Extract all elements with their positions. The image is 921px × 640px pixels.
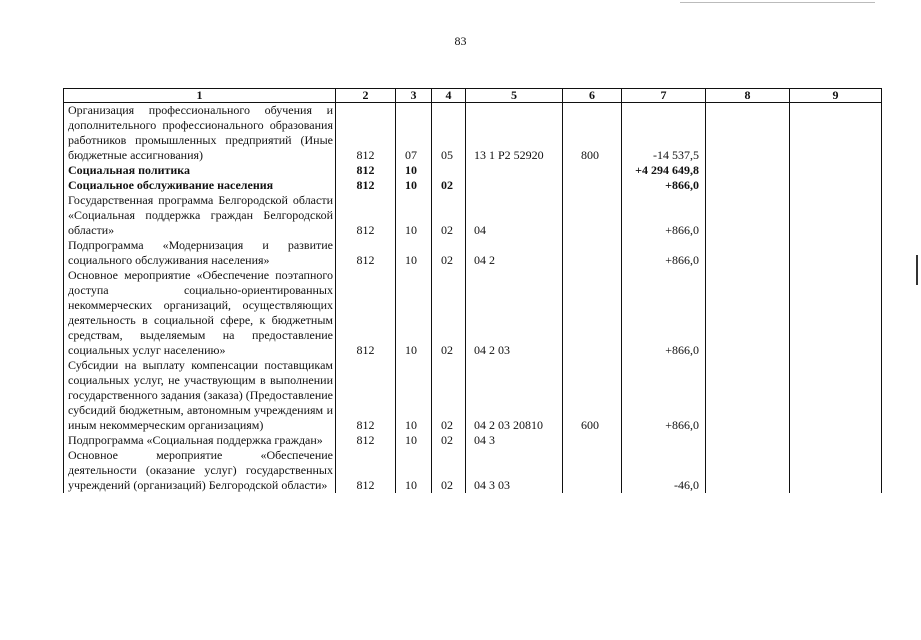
row-col8 xyxy=(706,178,790,193)
col-header: 4 xyxy=(432,89,466,103)
row-subsection: 02 xyxy=(432,448,466,493)
row-expense-type: 800 xyxy=(563,103,622,164)
row-grbs: 812 xyxy=(336,268,396,358)
table-row xyxy=(64,268,882,358)
row-target-article: 13 1 Р2 52920 xyxy=(466,103,563,164)
row-name: Организация профессионального обучения и дополнительного профессионального образования работников промышленных предприятий (Иные бюджетные ассигнования) xyxy=(64,103,336,164)
row-grbs: 812 xyxy=(336,163,396,178)
row-col8 xyxy=(706,358,790,433)
row-expense-type xyxy=(563,178,622,193)
row-amount: +866,0 xyxy=(622,238,706,268)
row-col8 xyxy=(706,448,790,493)
row-col9 xyxy=(790,433,882,448)
row-section: 10 xyxy=(396,358,432,433)
row-col8 xyxy=(706,103,790,164)
col-header: 2 xyxy=(336,89,396,103)
row-subsection: 05 xyxy=(432,103,466,164)
row-amount xyxy=(622,433,706,448)
col-header: 9 xyxy=(790,89,882,103)
table-row xyxy=(64,178,882,193)
budget-table xyxy=(63,88,882,493)
row-col9 xyxy=(790,103,882,164)
row-subsection: 02 xyxy=(432,238,466,268)
top-edge-line xyxy=(680,2,875,3)
col-header: 6 xyxy=(563,89,622,103)
margin-mark xyxy=(916,255,921,285)
row-amount: +866,0 xyxy=(622,268,706,358)
table-row xyxy=(64,103,882,164)
row-name: Государственная программа Белгородской области «Социальная поддержка граждан Белгородской области» xyxy=(64,193,336,238)
row-target-article: 04 xyxy=(466,193,563,238)
row-target-article: 04 2 xyxy=(466,238,563,268)
col-header: 1 xyxy=(64,89,336,103)
row-name: Подпрограмма «Модернизация и развитие социального обслуживания населения» xyxy=(64,238,336,268)
row-amount: +866,0 xyxy=(622,193,706,238)
row-name: Социальная политика xyxy=(64,163,336,178)
row-name: Подпрограмма «Социальная поддержка граждан» xyxy=(64,433,336,448)
row-section: 10 xyxy=(396,238,432,268)
row-col9 xyxy=(790,358,882,433)
col-header: 8 xyxy=(706,89,790,103)
page-number: 83 xyxy=(454,34,467,48)
row-amount: +866,0 xyxy=(622,178,706,193)
row-subsection: 02 xyxy=(432,178,466,193)
row-section: 10 xyxy=(396,433,432,448)
row-col9 xyxy=(790,268,882,358)
row-col8 xyxy=(706,163,790,178)
row-name: Социальное обслуживание населения xyxy=(64,178,336,193)
row-grbs: 812 xyxy=(336,103,396,164)
row-section: 10 xyxy=(396,268,432,358)
row-section: 10 xyxy=(396,178,432,193)
row-expense-type xyxy=(563,163,622,178)
row-grbs: 812 xyxy=(336,178,396,193)
row-expense-type xyxy=(563,448,622,493)
table-row xyxy=(64,358,882,433)
table-row xyxy=(64,238,882,268)
row-expense-type xyxy=(563,433,622,448)
row-col8 xyxy=(706,193,790,238)
row-target-article xyxy=(466,163,563,178)
row-subsection: 02 xyxy=(432,358,466,433)
row-amount: -46,0 xyxy=(622,448,706,493)
row-target-article: 04 3 xyxy=(466,433,563,448)
table-row xyxy=(64,448,882,493)
row-col9 xyxy=(790,238,882,268)
col-header: 3 xyxy=(396,89,432,103)
table-row xyxy=(64,163,882,178)
row-grbs: 812 xyxy=(336,238,396,268)
col-header: 7 xyxy=(622,89,706,103)
row-col9 xyxy=(790,163,882,178)
row-target-article: 04 2 03 xyxy=(466,268,563,358)
row-section: 10 xyxy=(396,448,432,493)
row-section: 10 xyxy=(396,193,432,238)
row-subsection xyxy=(432,163,466,178)
row-grbs: 812 xyxy=(336,193,396,238)
row-grbs: 812 xyxy=(336,358,396,433)
table-row xyxy=(64,433,882,448)
row-target-article xyxy=(466,178,563,193)
row-amount: +4 294 649,8 xyxy=(622,163,706,178)
row-col9 xyxy=(790,448,882,493)
row-expense-type xyxy=(563,268,622,358)
row-col8 xyxy=(706,268,790,358)
row-grbs: 812 xyxy=(336,448,396,493)
row-expense-type: 600 xyxy=(563,358,622,433)
row-section: 07 xyxy=(396,103,432,164)
col-header: 5 xyxy=(466,89,563,103)
row-name: Субсидии на выплату компенсации поставщикам социальных услуг, не участвующим в выполнении государственного задания (заказа) (Предоставление субсидий бюджетным, автономным учреждениям и иным некоммерческим организациям) xyxy=(64,358,336,433)
row-amount: +866,0 xyxy=(622,358,706,433)
row-subsection: 02 xyxy=(432,193,466,238)
row-col8 xyxy=(706,238,790,268)
row-name: Основное мероприятие «Обеспечение поэтапного доступа социально-ориентированных некоммерческих организаций, осуществляющих деятельность в социальной сфере, к бюджетным средствам, выделяемым на предоставление социальных услуг населению» xyxy=(64,268,336,358)
row-expense-type xyxy=(563,193,622,238)
row-expense-type xyxy=(563,238,622,268)
row-target-article: 04 2 03 20810 xyxy=(466,358,563,433)
row-subsection: 02 xyxy=(432,433,466,448)
row-target-article: 04 3 03 xyxy=(466,448,563,493)
row-grbs: 812 xyxy=(336,433,396,448)
row-amount: -14 537,5 xyxy=(622,103,706,164)
header-row xyxy=(64,89,882,103)
row-col9 xyxy=(790,178,882,193)
row-name: Основное мероприятие «Обеспечение деятельности (оказание услуг) государственных учреждений (организаций) Белгородской области» xyxy=(64,448,336,493)
row-col8 xyxy=(706,433,790,448)
table-row xyxy=(64,193,882,238)
row-section: 10 xyxy=(396,163,432,178)
row-col9 xyxy=(790,193,882,238)
row-subsection: 02 xyxy=(432,268,466,358)
